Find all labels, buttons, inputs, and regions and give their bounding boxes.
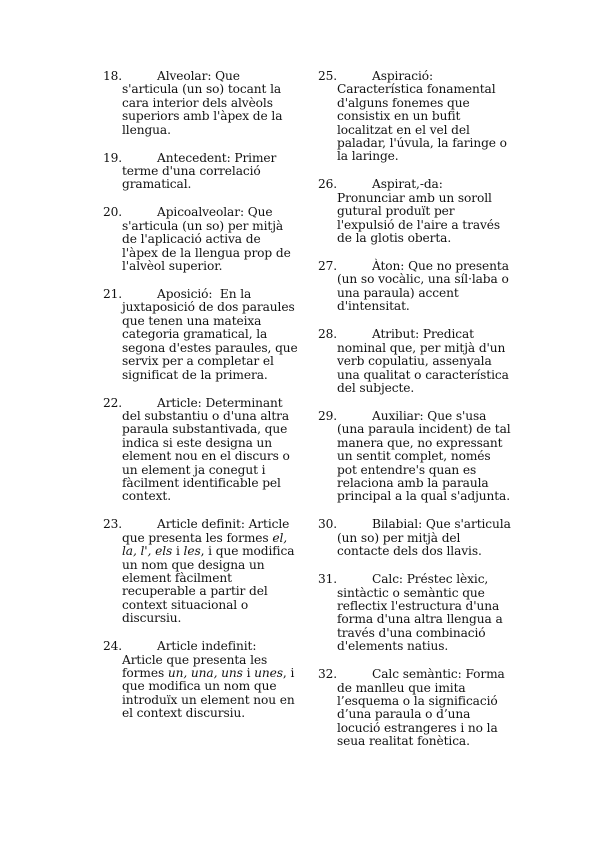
entry-form-italic: unes — [254, 666, 283, 680]
entry-heading — [103, 152, 299, 165]
entry-separator: : — [418, 517, 426, 532]
entry-term: Calc — [372, 572, 399, 587]
entry-definition-part: i — [172, 544, 184, 559]
glossary-entry — [318, 70, 514, 164]
glossary-entry — [103, 397, 299, 504]
entry-definition-start: Forma — [465, 667, 505, 682]
entry-heading — [318, 518, 514, 531]
entry-definition: s'articula (un so) tocant la cara interior dels alvèols superiors amb l'àpex de la llengua. — [122, 82, 283, 137]
glossary-entry — [103, 70, 299, 137]
entry-separator: : — [438, 177, 443, 192]
entry-heading — [318, 573, 514, 586]
entry-term: Bilabial — [372, 517, 419, 532]
entry-definition: (un so) per mitjà del contacte dels dos llavis. — [337, 530, 482, 559]
entry-number: 31. — [318, 572, 338, 587]
entry-heading — [103, 70, 299, 83]
entry-term: Article indefinit — [157, 639, 253, 654]
entry-definition-part: , i que modifica un nom que introduïx un element nou en el context discursiu. — [122, 666, 295, 721]
entry-definition-start: Que no presenta — [408, 259, 509, 274]
entry-separator: : — [398, 572, 407, 587]
entry-definition: (una paraula incident) de tal manera que, no expressant un sentit complet, només pot entendre's quan es relaciona amb la paraula principal a la qual s'adjunta. — [337, 422, 511, 504]
entry-definition-start: Article — [248, 517, 290, 532]
entry-term: Auxiliar — [372, 408, 420, 423]
entry-definition-start: En la — [219, 287, 252, 302]
entry-definition-start: Primer — [234, 150, 277, 165]
entry-number: 18. — [103, 69, 123, 83]
entry-term: Alveolar — [157, 69, 208, 83]
entry-definition: de manlleu que imita l’esquema o la significació d’una paraula o d’una locució estrangeres i no la seua realitat fonètica. — [337, 680, 498, 749]
entry-definition — [103, 654, 299, 721]
entry-form-italic: el, la, l', els — [122, 530, 288, 559]
entry-term: Antecedent — [157, 150, 227, 165]
glossary-entry — [318, 410, 514, 504]
entry-number: 28. — [318, 327, 338, 342]
entry-heading — [318, 70, 514, 83]
entry-term: Aposició — [157, 287, 209, 302]
entry-definition-start: Préstec lèxic, — [406, 572, 489, 587]
entry-term: Atribut — [372, 327, 416, 342]
entry-definition: Pronunciar amb un soroll gutural produït per l'expulsió de l'aire a través de la glotis oberta. — [337, 190, 501, 246]
entry-number: 29. — [318, 408, 338, 423]
entry-heading — [318, 178, 514, 191]
entry-definition-part: , i que modifica un nom que designa un element fàcilment recuperable a partir del context situacional o discursiu. — [122, 544, 295, 626]
entry-heading — [318, 668, 514, 681]
glossary-entry — [103, 206, 299, 273]
glossary-entry — [103, 518, 299, 625]
glossary-column-right — [318, 70, 514, 763]
entry-definition-start: Que s'articula — [425, 517, 511, 532]
entry-form-italic: un, una, uns — [167, 666, 243, 680]
entry-definition-part: i — [242, 666, 255, 680]
entry-number: 26. — [318, 177, 338, 192]
entry-number: 23. — [103, 517, 123, 532]
entry-definition-start: Predicat — [422, 327, 474, 342]
entry-definition-part: Article que presenta les formes — [122, 652, 268, 680]
entry-definition: sintàctic o semàntic que reflectix l'estructura d'una forma d'una altra llengua a través d'una combinació d'elements natius. — [337, 585, 503, 654]
entry-separator: : — [252, 639, 257, 654]
entry-separator: : — [429, 69, 434, 83]
entry-number: 20. — [103, 205, 123, 220]
entry-number: 22. — [103, 395, 123, 410]
entry-heading — [103, 206, 299, 219]
entry-definition: (un so vocàlic, una síl·laba o una paraula) accent d'intensitat. — [337, 272, 509, 314]
glossary-column-left — [103, 70, 299, 735]
entry-definition — [103, 532, 299, 626]
entry-definition-start: Que — [215, 69, 240, 83]
entry-heading — [318, 410, 514, 423]
entry-separator: : — [207, 69, 216, 83]
entry-number: 30. — [318, 517, 338, 532]
entry-definition: nominal que, per mitjà d'un verb copulatiu, assenyala una qualitat o característica del subjecte. — [337, 340, 509, 395]
entry-term: Article definit — [157, 517, 241, 532]
entry-separator: : — [197, 395, 206, 410]
entry-number: 21. — [103, 287, 123, 302]
entry-separator: : — [208, 287, 220, 302]
entry-term: Calc semàntic — [372, 667, 458, 682]
entry-term: Àton — [372, 259, 401, 274]
entry-definition: s'articula (un so) per mitjà de l'aplicació activa de l'àpex de la llengua prop de l'alvèol superior. — [122, 218, 291, 274]
entry-heading — [318, 328, 514, 341]
entry-form-italic: les — [183, 544, 201, 559]
glossary-entry — [103, 288, 299, 382]
entry-number: 27. — [318, 259, 338, 274]
entry-number: 32. — [318, 667, 338, 682]
glossary-entry — [318, 573, 514, 653]
entry-term: Aspiració — [372, 69, 430, 83]
entry-heading — [103, 640, 299, 653]
glossary-entry — [103, 640, 299, 720]
glossary-entry — [318, 260, 514, 314]
glossary-entry — [318, 178, 514, 245]
entry-separator: : — [419, 408, 428, 423]
glossary-entry — [318, 328, 514, 395]
entry-number: 19. — [103, 150, 123, 165]
entry-definition: juxtaposició de dos paraules que tenen una mateixa categoria gramatical, la segona d'estes paraules, que servix per a completar el significat de la primera. — [122, 300, 298, 382]
entry-term: Aspirat,-da — [372, 177, 439, 192]
entry-heading — [318, 260, 514, 273]
entry-heading — [103, 397, 299, 410]
entry-heading — [103, 518, 299, 531]
glossary-entry — [318, 518, 514, 558]
glossary-entry — [318, 668, 514, 748]
entry-separator: : — [240, 517, 249, 532]
entry-heading — [103, 288, 299, 301]
entry-definition-part: que presenta les formes — [122, 530, 273, 545]
entry-separator: : — [457, 667, 466, 682]
entry-separator: : — [400, 259, 409, 274]
entry-separator: : — [239, 205, 248, 220]
entry-term: Article — [157, 395, 198, 410]
entry-separator: : — [226, 150, 235, 165]
entry-number: 25. — [318, 69, 338, 83]
entry-definition: Característica fonamental d'alguns fonemes que consistix en un bufit localitzat en el vel del paladar, l'úvula, la faringe o la laringe. — [337, 82, 507, 164]
entry-definition-start: Determinant — [205, 395, 283, 410]
entry-definition-start: Que s'usa — [427, 408, 487, 423]
entry-term: Apicoalveolar — [157, 205, 240, 220]
entry-definition: terme d'una correlació gramatical. — [122, 164, 261, 192]
glossary-entry — [103, 152, 299, 192]
entry-number: 24. — [103, 639, 123, 654]
entry-definition-start: Que — [247, 205, 273, 220]
entry-definition: del substantiu o d'una altra paraula substantivada, que indica si este designa un element nou en el discurs o un element ja conegut i fàcilment identificable pel context. — [122, 408, 290, 504]
entry-separator: : — [415, 327, 423, 342]
